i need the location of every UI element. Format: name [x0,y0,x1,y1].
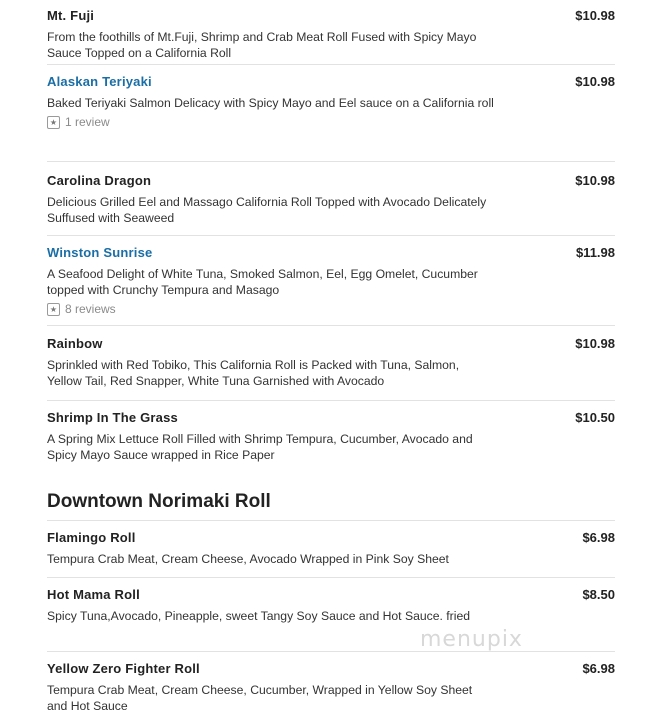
item-price: $10.98 [575,336,615,351]
item-name: Flamingo Roll [47,530,136,545]
star-icon: ★ [47,303,60,316]
item-name: Mt. Fuji [47,8,95,23]
item-description: Delicious Grilled Eel and Massago California Roll Topped with Avocado Delicately Suffused with Seaweed [47,195,487,225]
menu-item [47,326,615,401]
section-header [47,491,615,521]
item-name-link[interactable]: Alaskan Teriyaki [47,74,152,89]
menu-list [47,0,615,722]
star-icon: ★ [47,116,60,129]
item-name: Rainbow [47,336,103,351]
item-description: Spicy Tuna,Avocado, Pineapple, sweet Tangy Soy Sauce and Hot Sauce. fried [47,609,470,623]
watermark-logo: menupix [420,627,523,652]
item-name: Carolina Dragon [47,173,152,188]
item-description: A Spring Mix Lettuce Roll Filled with Shrimp Tempura, Cucumber, Avocado and Spicy Mayo Sauce wrapped in Rice Paper [47,432,473,462]
menu-item [47,652,615,722]
item-description: Baked Teriyaki Salmon Delicacy with Spicy Mayo and Eel sauce on a California roll [47,96,494,110]
item-price: $6.98 [582,530,615,545]
item-description: Tempura Crab Meat, Cream Cheese, Cucumber, Wrapped in Yellow Soy Sheet and Hot Sauce [47,683,473,713]
review-link[interactable] [47,115,615,129]
item-price: $6.98 [582,661,615,676]
item-name-link[interactable]: Winston Sunrise [47,245,153,260]
item-description: A Seafood Delight of White Tuna, Smoked Salmon, Eel, Egg Omelet, Cucumber topped with Crunchy Tempura and Masago [47,267,478,297]
menu-item [47,401,615,491]
item-price: $10.50 [575,410,615,425]
item-price: $10.98 [575,8,615,23]
menu-item [47,0,615,65]
item-description: Sprinkled with Red Tobiko, This California Roll is Packed with Tuna, Salmon, Yellow Tail, Red Snapper, White Tuna Garnished with Avocado [47,358,460,388]
item-price: $11.98 [575,245,615,260]
review-count: 8 reviews [65,302,116,316]
section-title: Downtown Norimaki Roll [47,491,271,512]
review-link[interactable] [47,302,615,316]
review-count: 1 review [65,115,110,129]
menu-item [47,236,615,326]
item-description: From the foothills of Mt.Fuji, Shrimp and Crab Meat Roll Fused with Spicy Mayo Sauce Topped on a California Roll [47,30,477,60]
menu-item [47,578,615,652]
menu-item [47,162,615,236]
menu-item [47,521,615,578]
item-price: $10.98 [575,173,615,188]
item-name: Shrimp In The Grass [47,410,178,425]
item-price: $10.98 [575,74,615,89]
item-description: Tempura Crab Meat, Cream Cheese, Avocado Wrapped in Pink Soy Sheet [47,552,449,566]
menu-item [47,65,615,162]
item-price: $8.50 [582,587,615,602]
item-name: Hot Mama Roll [47,587,140,602]
item-name: Yellow Zero Fighter Roll [47,661,200,676]
